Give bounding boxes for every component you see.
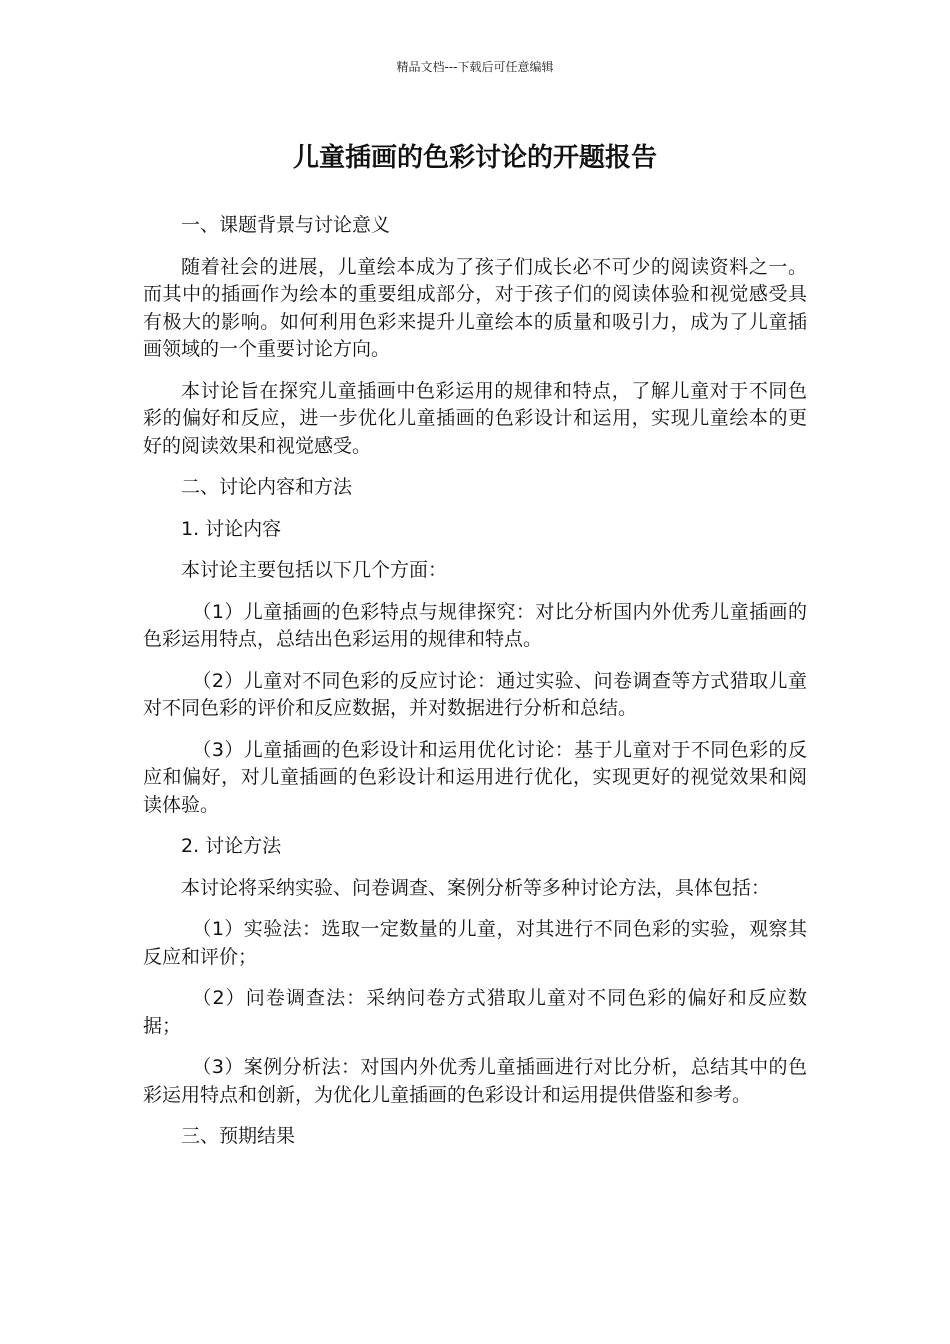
paragraph: 本讨论旨在探究儿童插画中色彩运用的规律和特点，了解儿童对于不同色彩的偏好和反应，进一步优化儿童插画的色彩设计和运用，实现儿童绘本的更好的阅读效果和视觉感受。 [143,379,807,457]
section-heading: 二、讨论内容和方法 [181,476,353,498]
list-item: （2）儿童对不同色彩的反应讨论：通过实验、问卷调查等方式猎取儿童对不同色彩的评价和反应数据，并对数据进行分析和总结。 [143,669,807,719]
list-item: （3）案例分析法：对国内外优秀儿童插画进行对比分析，总结其中的色彩运用特点和创新，为优化儿童插画的色彩设计和运用提供借鉴和参考。 [143,1056,807,1106]
document-title: 儿童插画的色彩讨论的开题报告 [292,143,657,173]
list-item: （1）儿童插画的色彩特点与规律探究：对比分析国内外优秀儿童插画的色彩运用特点，总结出色彩运用的规律和特点。 [143,600,807,650]
list-item: （2）问卷调查法：采纳问卷方式猎取儿童对不同色彩的偏好和反应数据； [143,987,807,1037]
list-item: （3）儿童插画的色彩设计和运用优化讨论：基于儿童对于不同色彩的反应和偏好，对儿童插画的色彩设计和运用进行优化，实现更好的视觉效果和阅读体验。 [143,738,807,816]
section-heading: 三、预期结果 [181,1125,296,1147]
subsection-heading: 2. 讨论方法 [181,835,282,857]
page-header: 精品文档---下载后可任意编辑 [396,60,554,74]
list-item: （1）实验法：选取一定数量的儿童，对其进行不同色彩的实验，观察其反应和评价； [143,918,807,968]
paragraph: 本讨论将采纳实验、问卷调查、案例分析等多种讨论方法，具体包括： [181,876,771,899]
subsection-heading: 1. 讨论内容 [181,517,282,540]
section-heading: 一、课题背景与讨论意义 [181,214,391,236]
paragraph: 本讨论主要包括以下几个方面： [181,559,448,581]
paragraph: 随着社会的进展，儿童绘本成为了孩子们成长必不可少的阅读资料之一。而其中的插画作为绘本的重要组成部分，对于孩子们的阅读体验和视觉感受具有极大的影响。如何利用色彩来提升儿童绘本的质量和吸引力，成为了儿童插画领域的一个重要讨论方向。 [143,255,807,360]
document-body [143,212,807,1165]
